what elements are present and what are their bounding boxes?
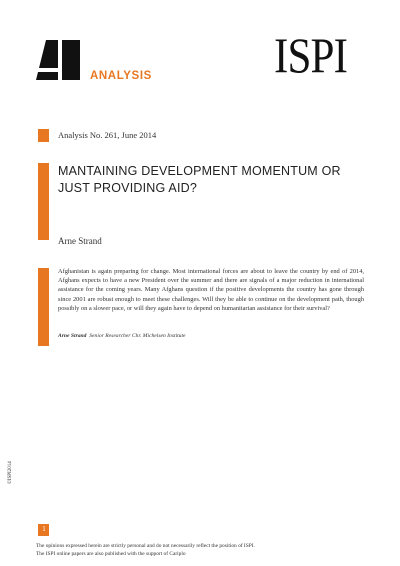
accent-bar-title	[38, 163, 49, 240]
author-note	[58, 333, 186, 339]
issue-line: Analysis No. 261, June 2014	[58, 130, 157, 140]
author-note-name: Arne Strand	[58, 333, 87, 339]
footer-disclaimer: The opinions expressed herein are strictly personal and do not necessarily reflect the position of ISPI.	[36, 543, 255, 549]
page-title: MANTAINING DEVELOPMENT MOMENTUM OR JUST PROVIDING AID?	[58, 164, 341, 195]
accent-bar-issue	[38, 129, 49, 142]
copyright-vertical: ©ISPI2014	[8, 461, 13, 484]
accent-bar-abstract	[38, 268, 49, 346]
author: Arne Strand	[58, 236, 102, 246]
analysis-logo-icon	[36, 38, 84, 82]
footer	[36, 543, 366, 558]
footer-support: The ISPI online papers are also published with the support of Cariplo	[36, 550, 186, 557]
page-number: 1	[42, 525, 46, 533]
abstract: Afghanistan is again preparing for change. Most international forces are about to leave the country by end of 2014, Afghans expects to have a new President over the summer and there are signals of a major reduction in international assistance for the coming years. Many Afghans question if the positive developments the country has gone through since 2001 are robust enough to meet these challenges. Will they be able to continue on the development path, though possibly on a slower pace, or will they again have to depend on humanitarian assistance for their survival?	[58, 268, 364, 312]
logo-label: ANALYSIS	[90, 70, 152, 82]
author-note-role: Senior Researcher Chr. Michelsen Institute	[89, 333, 186, 339]
publisher-logo: ISPI	[274, 27, 348, 83]
